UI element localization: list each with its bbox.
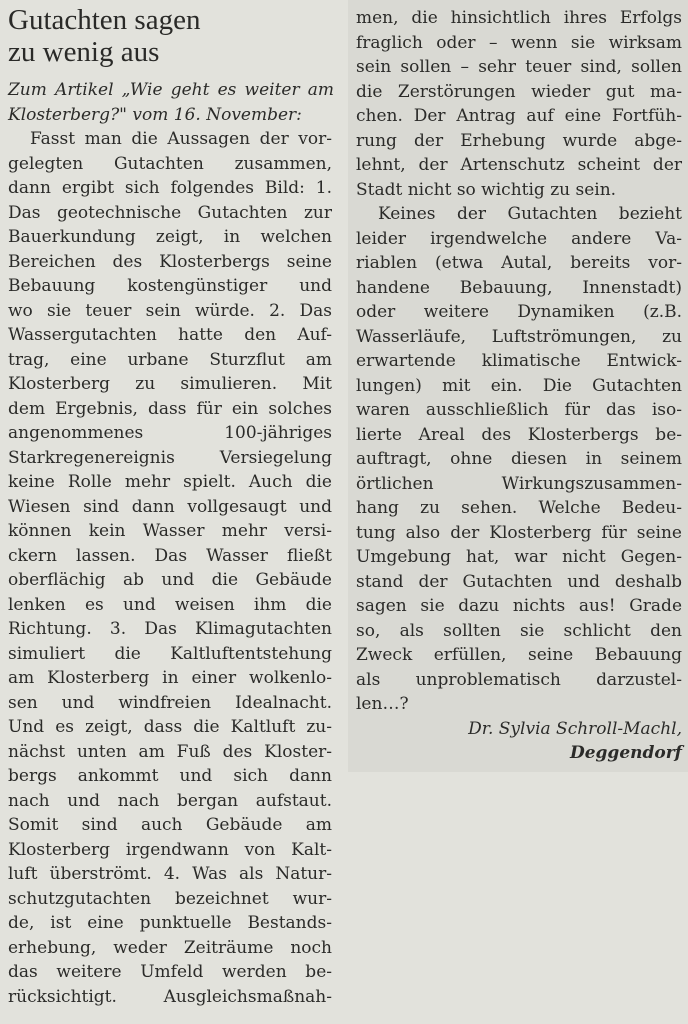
body-line: als unproblematisch darzustel- <box>356 669 682 690</box>
body-line: ckern lassen. Das Wasser fließt <box>8 545 332 566</box>
body-line: oder weitere Dynamiken (z.B. <box>356 302 682 322</box>
body-line: Wiesen sind dann vollgesaugt und <box>8 496 332 517</box>
body-line: sein sollen – sehr teuer sind, sollen <box>356 57 682 77</box>
body-line: waren ausschließlich für das iso- <box>356 400 682 420</box>
signature-name: Dr. Sylvia Schroll-Machl, <box>468 718 682 739</box>
body-line: sen und windfreien Idealnacht. <box>8 692 332 713</box>
body-line: dem Ergebnis, dass für ein solches <box>8 398 332 419</box>
body-line: wo sie teuer sein würde. 2. Das <box>8 300 332 321</box>
signature-place: Deggendorf <box>569 743 682 763</box>
body-line: auftragt, ohne diesen in seinem <box>356 449 682 469</box>
body-line: Richtung. 3. Das Klimagutachten <box>8 619 332 639</box>
body-line: de, ist eine punktuelle Bestands- <box>8 913 332 933</box>
body-line: luft überströmt. 4. Was als Natur- <box>8 864 332 884</box>
headline-line-1: Gutachten sagen <box>8 4 201 36</box>
body-line: leider irgendwelche andere Va- <box>356 228 682 249</box>
body-line: nach und nach bergan aufstaut. <box>8 790 332 811</box>
body-line: fraglich oder – wenn sie wirksam <box>356 32 682 53</box>
body-line: Klosterberg zu simulieren. Mit <box>8 374 332 394</box>
body-line: können kein Wasser mehr versi- <box>8 521 332 541</box>
body-line: das weitere Umfeld werden be- <box>8 962 332 982</box>
body-line: keine Rolle mehr spielt. Auch die <box>8 472 332 492</box>
body-line: simuliert die Kaltluftentstehung <box>8 643 332 664</box>
body-line: Keines der Gutachten bezieht <box>378 204 682 224</box>
body-line: Somit sind auch Gebäude am <box>8 815 332 835</box>
body-line: Bauerkundung zeigt, in welchen <box>8 227 332 247</box>
body-line: Zweck erfüllen, seine Bebauung <box>356 645 682 665</box>
body-line: Bereichen des Klosterbergs seine <box>8 251 332 272</box>
body-line: Starkregenereignis Versiegelung <box>8 447 332 468</box>
reference-line-2: Klosterberg?" vom 16. November: <box>8 104 302 125</box>
body-line: sagen sie dazu nichts aus! Grade <box>356 596 682 616</box>
body-line: die Zerstörungen wieder gut ma- <box>356 81 682 102</box>
body-line: lungen) mit ein. Die Gutachten <box>356 375 682 396</box>
body-line: Umgebung hat, war nicht Gegen- <box>356 547 682 567</box>
body-line: dann ergibt sich folgendes Bild: 1. <box>8 178 332 198</box>
body-line: rung der Erhebung wurde abge- <box>356 130 682 151</box>
body-line: handene Bebauung, Innenstadt) <box>356 277 682 298</box>
body-line: örtlichen Wirkungszusammen- <box>356 473 682 494</box>
body-line: chen. Der Antrag auf eine Fortfüh- <box>356 106 682 126</box>
body-line: angenommenes 100-jähriges <box>8 423 332 443</box>
body-line: tung also der Klosterberg für seine <box>356 522 682 543</box>
right-column <box>348 0 688 772</box>
article-reference <box>8 78 334 127</box>
body-line: Das geotechnische Gutachten zur <box>8 202 332 223</box>
body-line: erwartende klimatische Entwick- <box>356 351 682 371</box>
body-line: Fasst man die Aussagen der vor- <box>30 129 332 149</box>
body-line: schutzgutachten bezeichnet wur- <box>8 888 332 909</box>
body-line: lehnt, der Artenschutz scheint der <box>356 155 682 175</box>
body-line: Stadt nicht so wichtig zu sein. <box>356 179 617 200</box>
headline <box>8 4 340 68</box>
body-line: Klosterberg irgendwann von Kalt- <box>8 839 332 860</box>
headline-line-2: zu wenig aus <box>8 36 160 68</box>
left-column <box>0 0 340 1007</box>
body-line: am Klosterberg in einer wolkenlo- <box>8 668 332 688</box>
body-line: lierte Areal des Klosterbergs be- <box>356 424 682 445</box>
body-line: riablen (etwa Autal, bereits vor- <box>356 253 682 273</box>
body-line: Und es zeigt, dass die Kaltluft zu- <box>8 717 332 737</box>
left-body-text <box>8 127 332 1009</box>
body-line: nächst unten am Fuß des Kloster- <box>8 741 332 762</box>
right-body-text <box>356 6 682 766</box>
body-line: rücksichtigt. Ausgleichsmaßnah- <box>8 986 332 1007</box>
body-line: trag, eine urbane Sturzflut am <box>8 349 332 370</box>
body-line: Wasserläufe, Luftströmungen, zu <box>356 326 682 347</box>
body-line: Bebauung kostengünstiger und <box>8 276 332 296</box>
body-line: men, die hinsichtlich ihres Erfolgs <box>356 8 682 28</box>
body-line: erhebung, weder Zeiträume noch <box>8 937 332 958</box>
body-line: so, als sollten sie schlicht den <box>356 620 682 641</box>
body-line: bergs ankommt und sich dann <box>8 766 332 786</box>
body-line: gelegten Gutachten zusammen, <box>8 153 332 174</box>
body-line: stand der Gutachten und deshalb <box>356 571 682 592</box>
body-line: oberflächig ab und die Gebäude <box>8 570 332 590</box>
body-line: len…? <box>356 694 409 714</box>
reference-line-1: Zum Artikel „Wie geht es weiter am <box>8 80 334 100</box>
body-line: Wassergutachten hatte den Auf- <box>8 325 332 345</box>
body-line: hang zu sehen. Welche Bedeu- <box>356 498 682 518</box>
body-line: lenken es und weisen ihm die <box>8 594 332 615</box>
